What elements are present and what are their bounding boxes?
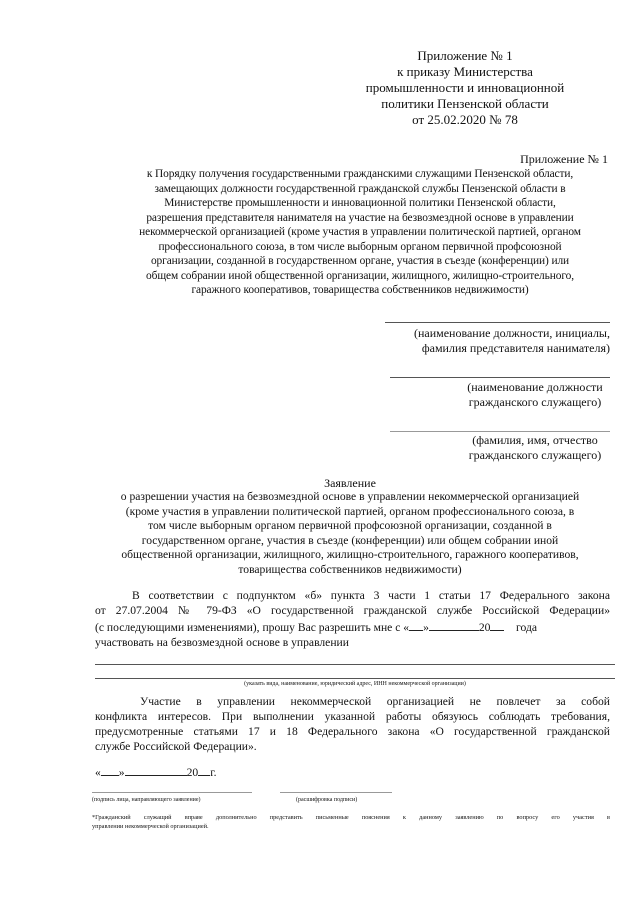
annex-line: к приказу Министерства [397,64,533,79]
body-line3-year: 20 [478,621,491,634]
sub-annex-text [100,167,620,298]
sub-annex-line: Министерстве промышленности и инновационной политики Пензенской области, [164,197,556,209]
order-annex-header [350,48,580,128]
conflict-line: предусмотренные статьями 17 и 18 Федерального закона «О государственной гражданской [95,725,610,738]
sub-annex-line: замещающих должности государственной гражданской службы Пензенской области в [154,182,566,195]
date-mid: » [118,766,125,779]
annex-line: Приложение № 1 [417,48,513,63]
employer-hint-line: (наименование должности, инициалы, [413,326,610,340]
org-field-hint: (указать вида, наименование, юридический адрес, ИНН некоммерческой организации) [244,681,466,687]
org-field-line-1[interactable] [95,664,615,665]
year-field[interactable] [490,618,504,631]
position-hint-line: (наименование должности [467,380,603,394]
subject-line: государственном органе, участия в съезде (конференции) или общем собрании иной [141,533,559,547]
sub-annex-line: некоммерческой организацией (кроме участия в управлении политической партией, органом [139,226,581,238]
conflict-line: службе Российской Федерации». [95,740,257,753]
body-line3-text: (с последующими изменениями), прошу Вас разрешить мне с « [95,621,410,634]
sign-day-field[interactable] [101,763,119,776]
name-hint-line: (фамилия, имя, отчество [472,433,598,447]
decryption-line[interactable] [280,792,392,793]
date-end: г. [210,766,217,779]
signature-date [95,763,395,780]
decryption-hint: (расшифровка подписи) [296,797,358,803]
name-field-line[interactable] [390,431,610,432]
sign-month-field[interactable] [125,763,187,776]
footnote-line: *Гражданский служащий вправе дополнительно представить письменные пояснения к данному заявлению по вопросу его участия в [92,814,610,821]
position-field-line[interactable] [390,377,610,378]
day-field[interactable] [409,618,423,631]
subject-line: том числе выборным органом первичной профсоюзной организации, созданной в [148,519,552,532]
conflict-line: конфликта интересов. При выполнении указанной работы обязуюсь соблюдать требования, [95,710,610,723]
conflict-paragraph [95,694,610,754]
employer-field-hint [380,326,610,356]
body-line: от 27.07.2004 № 79-ФЗ «О государственной гражданской службе Российской Федерации» [95,604,610,617]
application-subject [70,490,630,577]
footnote-line: управлении некоммерческой организацией. [92,823,209,830]
annex-line: от 25.02.2020 № 78 [412,112,518,127]
employer-hint-line: фамилия представителя нанимателя) [421,341,610,355]
sub-annex-line: профессионального союза, в том числе выборным органом первичной профсоюзной [158,240,562,253]
date-year: 20 [186,766,199,779]
application-title: Заявление [324,476,376,490]
footnote [92,813,610,831]
sub-annex-line: организации, созданной в государственном органе, участия в съезде (конференции) или [150,255,570,267]
position-field-hint [450,380,620,410]
sub-annex-line: к Порядку получения государственными гражданскими служащими Пензенской области, [146,168,574,180]
position-hint-line: гражданского служащего) [468,395,602,409]
name-hint-line: гражданского служащего) [468,448,602,462]
application-body [95,588,610,650]
subject-line: общественной организации, жилищного, жилищно-строительного, гаражного кооперативов, [121,548,579,561]
sub-annex-line: разрешения представителя нанимателя на участие на безвозмездной основе в управлении [146,211,574,224]
sign-year-field[interactable] [198,763,210,776]
subject-line: товарищества собственников недвижимости) [238,562,462,576]
body-line3-end: года [516,621,538,634]
month-field[interactable] [429,618,479,631]
body-line3-mid: » [423,621,429,634]
sub-annex-line: общем собрании иной общественной организации, жилищного, жилищно-строительного, [146,269,574,282]
conflict-line: Участие в управлении некоммерческой организацией не повлечет за собой [140,695,610,708]
signature-hint: (подпись лица, направляющего заявление) [92,797,201,803]
date-open: « [95,766,101,779]
employer-field-line[interactable] [385,322,610,323]
sub-annex-title: Приложение № 1 [520,152,608,166]
annex-line: промышленности и инновационной [365,80,565,95]
subject-line: о разрешении участия на безвозмездной основе в управлении некоммерческой организацией [120,490,580,503]
subject-line: (кроме участия в управлении политической партией, органом профессионального союза, в [125,504,575,518]
org-field-line-2[interactable] [95,678,615,679]
sub-annex-line: гаражного кооперативов, товарищества собственников недвижимости) [191,284,529,296]
annex-line: политики Пензенской области [381,96,549,111]
body-line: В соответствии с подпунктом «б» пункта 3 части 1 статьи 17 Федерального закона [132,589,610,602]
name-field-hint [450,433,620,463]
body-line: участвовать на безвозмездной основе в управлении [95,636,349,649]
body-line-date [95,618,610,635]
signature-line[interactable] [92,792,252,793]
